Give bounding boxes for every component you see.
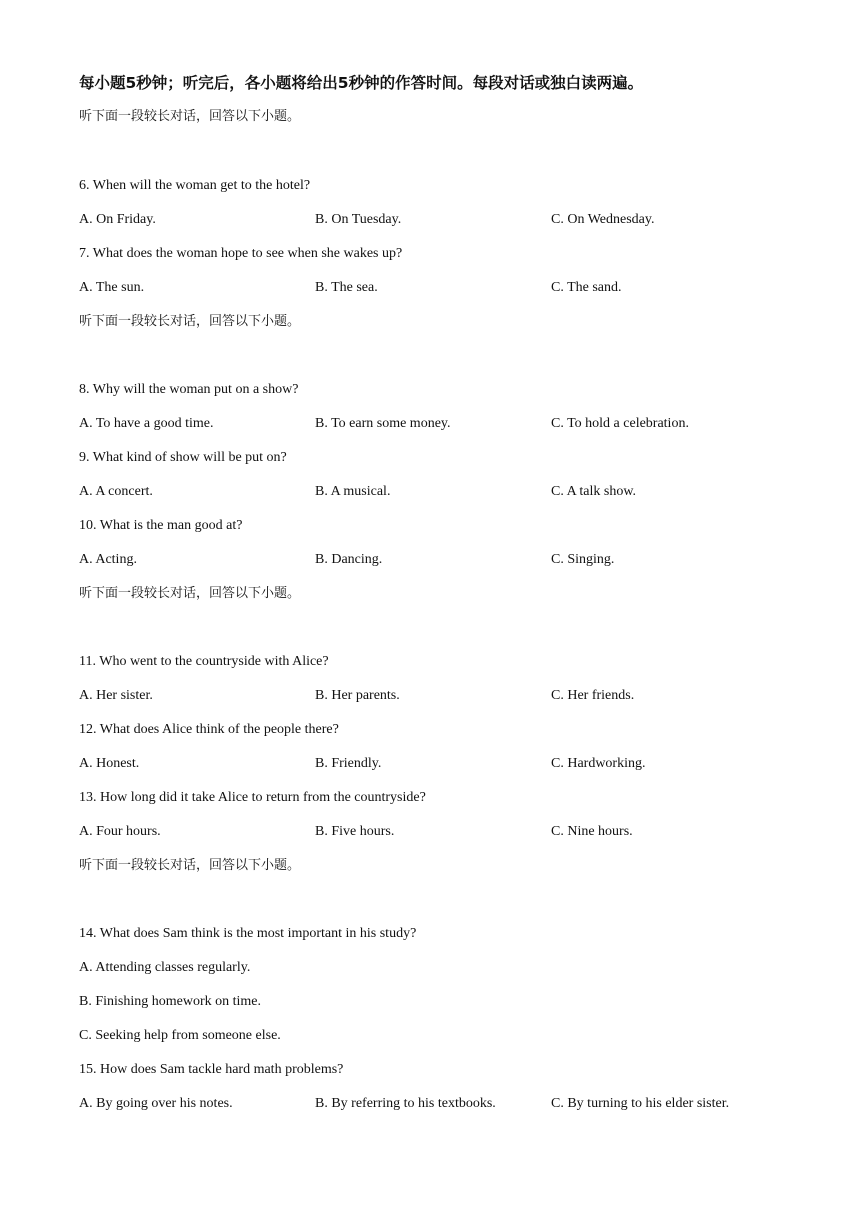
option-15c: C. By turning to his elder sister.: [551, 1096, 730, 1111]
option-12a: A. Honest.: [79, 756, 140, 771]
option-15a: A. By going over his notes.: [79, 1096, 233, 1111]
option-10b: B. Dancing.: [315, 552, 383, 567]
option-11b: B. Her parents.: [315, 688, 400, 703]
question-9: 9. What kind of show will be put on?: [79, 450, 287, 465]
question-14: 14. What does Sam think is the most important in his study?: [79, 926, 417, 941]
option-10a: A. Acting.: [79, 552, 137, 567]
question-8: 8. Why will the woman put on a show?: [79, 382, 299, 397]
option-14b: B. Finishing homework on time.: [79, 994, 261, 1009]
option-6b: B. On Tuesday.: [315, 212, 402, 227]
option-12c: C. Hardworking.: [551, 756, 646, 771]
instruction-1: 听下面一段较长对话，回答以下小题。: [79, 109, 301, 124]
option-8b: B. To earn some money.: [315, 416, 451, 431]
option-9a: A. A concert.: [79, 484, 153, 499]
question-6: 6. When will the woman get to the hotel?: [79, 178, 311, 193]
option-13c: C. Nine hours.: [551, 824, 633, 839]
option-8a: A. To have a good time.: [79, 416, 214, 431]
question-11: 11. Who went to the countryside with Alice?: [79, 654, 329, 669]
instruction-2: 听下面一段较长对话，回答以下小题。: [79, 314, 301, 329]
instruction-4: 听下面一段较长对话，回答以下小题。: [79, 858, 301, 873]
option-14a: A. Attending classes regularly.: [79, 960, 251, 975]
option-11c: C. Her friends.: [551, 688, 635, 703]
section-header: 每小题5秒钟；听完后，各小题将给出5秒钟的作答时间。每段对话或独白读两遍。: [79, 74, 644, 92]
question-12: 12. What does Alice think of the people there?: [79, 722, 339, 737]
option-8c: C. To hold a celebration.: [551, 416, 689, 431]
instruction-3: 听下面一段较长对话，回答以下小题。: [79, 586, 301, 601]
option-9b: B. A musical.: [315, 484, 391, 499]
option-7b: B. The sea.: [315, 280, 378, 295]
option-7a: A. The sun.: [79, 280, 145, 295]
question-10: 10. What is the man good at?: [79, 518, 243, 533]
question-15: 15. How does Sam tackle hard math problems?: [79, 1062, 344, 1077]
option-15b: B. By referring to his textbooks.: [315, 1096, 496, 1111]
option-13a: A. Four hours.: [79, 824, 161, 839]
option-7c: C. The sand.: [551, 280, 622, 295]
option-9c: C. A talk show.: [551, 484, 637, 499]
option-14c: C. Seeking help from someone else.: [79, 1028, 281, 1043]
question-7: 7. What does the woman hope to see when she wakes up?: [79, 246, 403, 261]
question-13: 13. How long did it take Alice to return from the countryside?: [79, 790, 426, 805]
option-13b: B. Five hours.: [315, 824, 395, 839]
option-11a: A. Her sister.: [79, 688, 153, 703]
option-6c: C. On Wednesday.: [551, 212, 655, 227]
option-6a: A. On Friday.: [79, 212, 156, 227]
option-12b: B. Friendly.: [315, 756, 382, 771]
option-10c: C. Singing.: [551, 552, 615, 567]
